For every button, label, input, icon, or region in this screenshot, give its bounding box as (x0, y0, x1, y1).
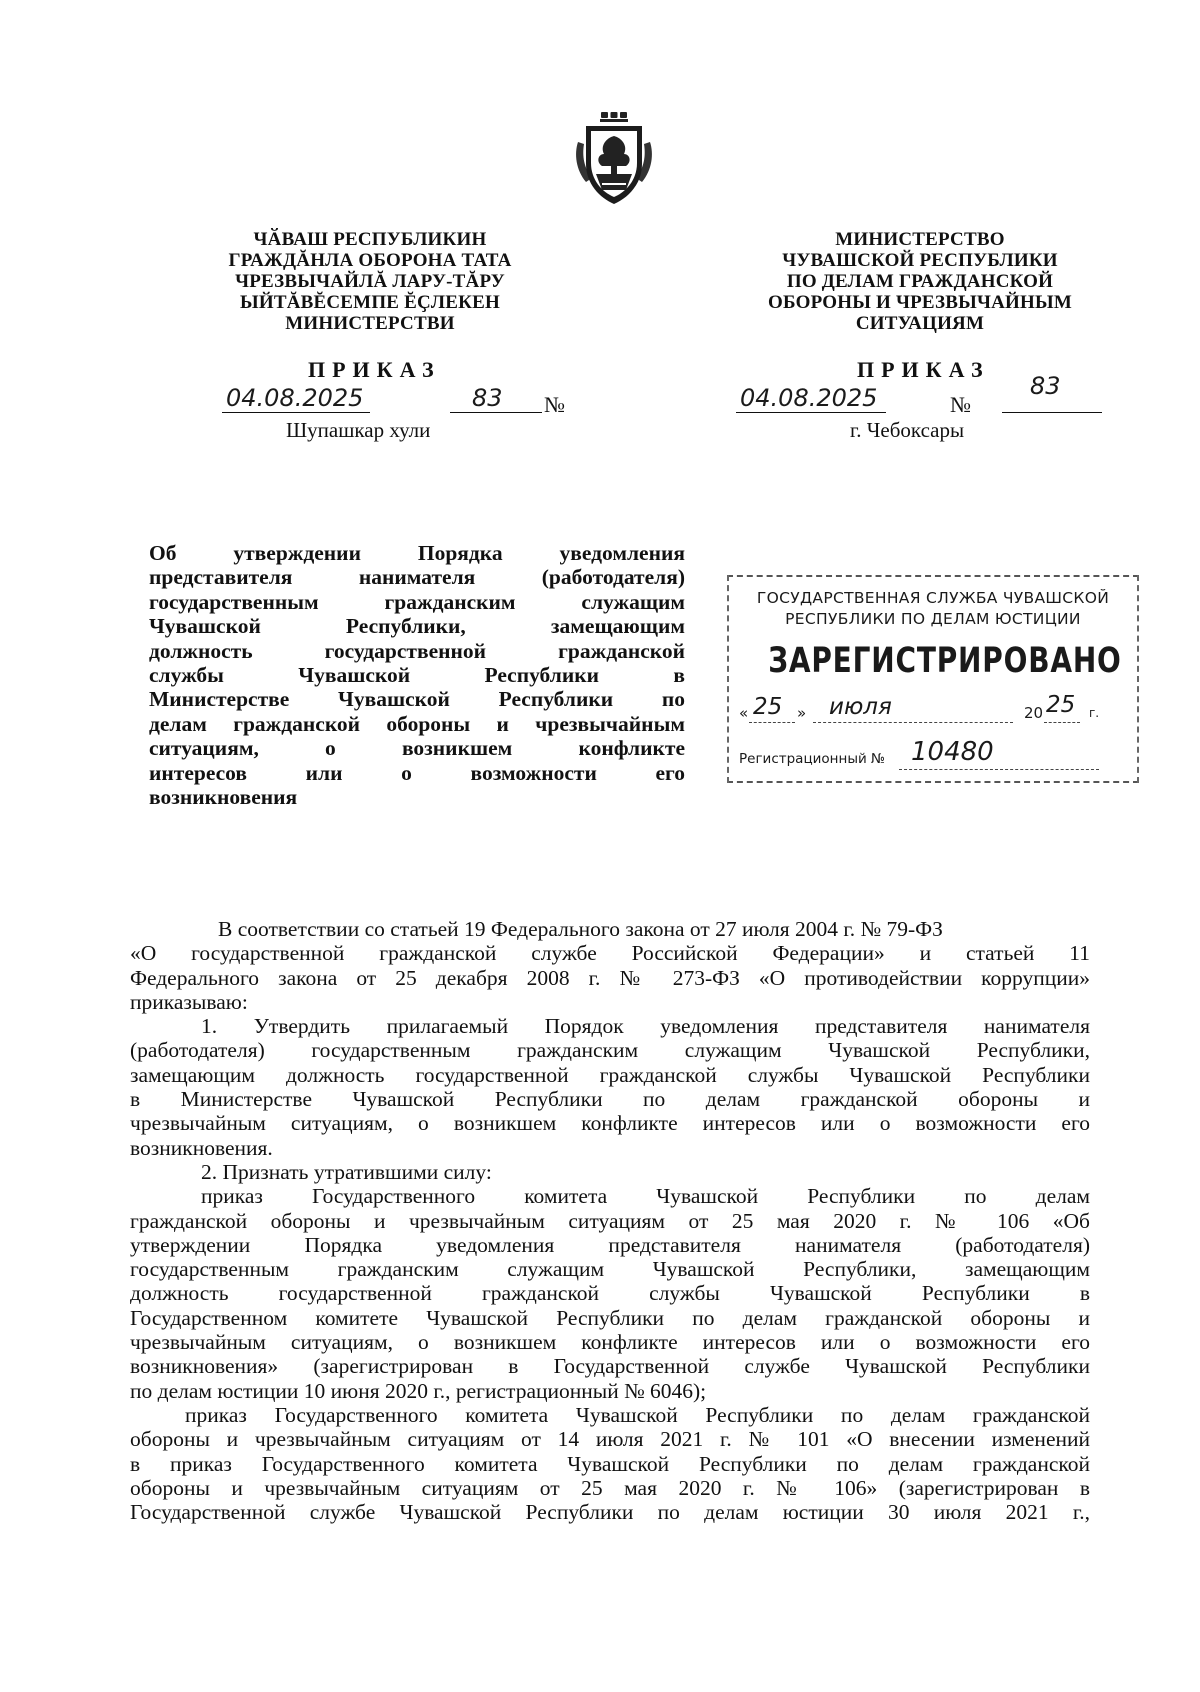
order-number-right: 83 (1030, 372, 1061, 400)
body-line: 2. Признать утратившими силу: (201, 1159, 492, 1184)
stamp-year-suffix: г. (1089, 706, 1100, 720)
title-line: Об утверждении Порядка уведомления (149, 541, 685, 565)
date-underline-right (736, 412, 886, 413)
body-line: Государственной службе Чувашской Республики по делам юстиции 30 июля 2021 г., (130, 1500, 1090, 1525)
title-line: представителя нанимателя (работодателя) (149, 565, 685, 590)
body-line: по делам юстиции 10 июня 2020 г., регистрационный № 6046); (130, 1378, 707, 1403)
body-line: в приказ Государственного комитета Чувашской Республики по делам гражданской (130, 1451, 1090, 1476)
body-line: (работодателя) государственным гражданским служащим Чувашской Республики, (130, 1038, 1090, 1063)
body-line: возникновения. (130, 1135, 273, 1160)
header-left-line: МИНИСТЕРСТВИ (285, 313, 455, 334)
body-line: приказ Государственного комитета Чувашской Республики по делам гражданской (185, 1402, 1090, 1427)
header-left-line: ЧРЕЗВЫЧАЙЛĂ ЛАРУ-ТĂРУ (235, 271, 505, 292)
header-right-line: ПО ДЕЛАМ ГРАЖДАНСКОЙ (786, 271, 1054, 292)
body-line: В соответствии со статьей 19 Федерального закона от 27 июля 2004 г. № 79-ФЗ (218, 917, 943, 941)
stamp-quote-close: » (797, 704, 807, 722)
document-title (149, 541, 685, 809)
date-underline-left (222, 412, 370, 413)
stamp-regno-row (739, 737, 1129, 777)
body-line: обороны и чрезвычайным ситуациям от 14 июля 2021 г. № 101 «О внесении изменений (130, 1427, 1090, 1452)
body-line: 1. Утвердить прилагаемый Порядок уведомления представителя нанимателя (201, 1014, 1090, 1039)
body-line: возникновения» (зарегистрирован в Государственной службе Чувашской Республики (130, 1354, 1090, 1379)
number-sign-right: № (950, 392, 971, 417)
body-line: государственным гражданским служащим Чувашской Республики, замещающим (130, 1257, 1090, 1282)
header-right-line: ОБОРОНЫ И ЧРЕЗВЫЧАЙНЫМ (767, 292, 1072, 313)
body-line: гражданской обороны и чрезвычайным ситуациям от 25 мая 2020 г. № 106 «Об (130, 1208, 1090, 1233)
order-word-right: ПРИКАЗ (857, 357, 990, 382)
number-underline-left (450, 412, 542, 413)
order-word-left: ПРИКАЗ (308, 357, 441, 382)
stamp-month-underline (813, 722, 1013, 723)
stamp-regno: 10480 (911, 737, 994, 767)
order-date-right: 04.08.2025 (740, 384, 878, 412)
stamp-day: 25 (753, 694, 783, 720)
title-line: службы Чувашской Республики в (149, 663, 685, 688)
title-line: должность государственной гражданской (149, 638, 685, 663)
stamp-border (727, 575, 1139, 577)
stamp-year-underline (1044, 722, 1080, 723)
body-line: приказываю: (130, 989, 248, 1014)
header-left-line: ГРАЖДĂНЛА ОБОРОНА ТАТА (228, 250, 512, 271)
header-left-ministry-name (200, 229, 540, 334)
stamp-agency-line1: ГОСУДАРСТВЕННАЯ СЛУЖБА ЧУВАШСКОЙ (756, 589, 1110, 607)
header-left-line: ЫЙТĂВĔСЕМПЕ ĔҪЛЕКЕН (240, 292, 500, 313)
title-line: ситуациям, о возникшем конфликте (149, 736, 685, 761)
header-left-line: ЧӐВАШ РЕСПУБЛИКИН (253, 229, 487, 250)
header-right-ministry-name (740, 229, 1100, 334)
number-underline-right (1002, 412, 1102, 413)
title-line: делам гражданской обороны и чрезвычайным (149, 711, 685, 736)
number-sign-left: № (544, 392, 565, 417)
header-right-line: МИНИСТЕРСТВО (835, 229, 1005, 250)
stamp-year: 25 (1046, 692, 1076, 718)
body-line: Государственном комитете Чувашской Республики по делам гражданской обороны и (130, 1305, 1090, 1330)
body-line: чрезвычайным ситуациям, о возникшем конфликте интересов или о возможности его (130, 1330, 1090, 1355)
title-line: возникновения (149, 785, 298, 810)
header-right-line: ЧУВАШСКОЙ РЕСПУБЛИКИ (782, 250, 1058, 271)
stamp-agency-line2: РЕСПУБЛИКИ ПО ДЕЛАМ ЮСТИЦИИ (785, 610, 1081, 628)
title-line: Министерстве Чувашской Республики по (149, 687, 685, 712)
document-body (130, 917, 1090, 1524)
city-left: Шупашкар хули (286, 418, 431, 442)
stamp-date-row (739, 692, 1129, 730)
stamp-registered-label: ЗАРЕГИСТРИРОВАНО (768, 641, 1122, 681)
stamp-year-prefix: 20 (1024, 704, 1044, 722)
body-line: «О государственной гражданской службе Российской Федерации» и статьей 11 (130, 941, 1090, 966)
registration-stamp (727, 575, 1139, 783)
body-line: утверждении Порядка уведомления представителя нанимателя (работодателя) (130, 1232, 1090, 1257)
body-line: чрезвычайным ситуациям, о возникшем конфликте интересов или о возможности его (130, 1111, 1090, 1136)
body-line: Федерального закона от 25 декабря 2008 г. № 273-ФЗ «О противодействии коррупции» (130, 965, 1090, 990)
stamp-day-underline (749, 722, 795, 723)
order-date-left: 04.08.2025 (226, 384, 364, 412)
body-line: должность государственной гражданской службы Чувашской Республики в (130, 1281, 1090, 1306)
stamp-border (727, 781, 1139, 783)
body-line: замещающим должность государственной гражданской службы Чувашской Республики (130, 1062, 1090, 1087)
stamp-regno-underline (899, 769, 1099, 770)
body-line: в Министерстве Чувашской Республики по делам гражданской обороны и (130, 1087, 1090, 1112)
city-right: г. Чебоксары (850, 418, 965, 442)
title-line: интересов или о возможности его (149, 760, 685, 785)
body-line: приказ Государственного комитета Чувашской Республики по делам (201, 1184, 1090, 1209)
stamp-month: июля (829, 694, 892, 720)
title-line: Чувашской Республики, замещающим (149, 614, 685, 639)
title-line: государственным гражданским служащим (149, 589, 685, 614)
header-right-line: СИТУАЦИЯМ (855, 313, 985, 334)
stamp-quote-open: « (739, 704, 749, 722)
body-line: обороны и чрезвычайным ситуациям от 25 мая 2020 г. № 106» (зарегистрирован в (130, 1475, 1090, 1500)
stamp-regno-label: Регистрационный № (739, 751, 886, 767)
coat-of-arms-icon (572, 108, 656, 210)
order-number-left: 83 (472, 384, 503, 412)
